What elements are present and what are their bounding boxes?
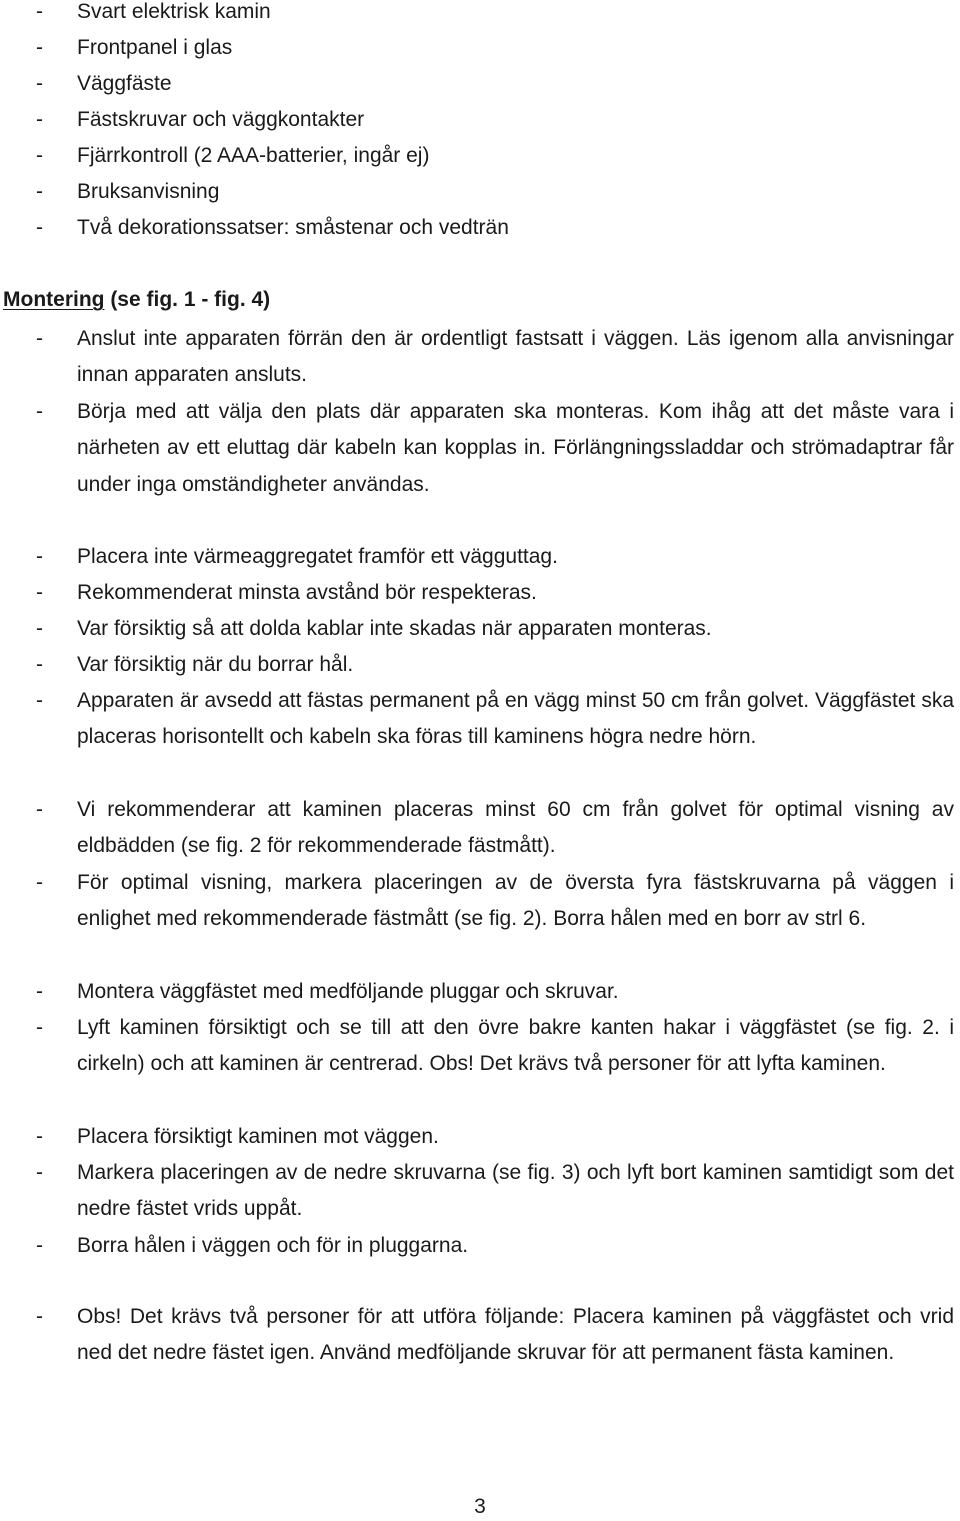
list-item-text: Väggfäste <box>77 72 172 95</box>
list-dash: - <box>36 144 43 167</box>
list-item <box>0 683 954 756</box>
list-item <box>0 138 954 174</box>
step-text: Obs! Det krävs två personer för att utföra följande: Placera kaminen på väggfästet och vrid ned det nedre fästet igen. Använd medföljande skruvar för att permanent fästa kaminen. <box>77 1305 954 1365</box>
list-item <box>0 792 954 865</box>
list-dash: - <box>36 1161 43 1184</box>
list-item <box>0 611 954 647</box>
list-dash: - <box>36 400 43 423</box>
list-item-text: Två dekorationssatser: småstenar och vedträn <box>77 216 509 239</box>
list-item-text: Bruksanvisning <box>77 180 220 203</box>
list-dash: - <box>36 545 43 568</box>
step-text: För optimal visning, markera placeringen av de översta fyra fästskruvarna på väggen i enlighet med rekommenderade fästmått (se fig. 2). Borra hålen med en borr av strl 6. <box>77 871 954 931</box>
list-item <box>0 1155 954 1228</box>
section-heading <box>3 282 270 318</box>
list-dash: - <box>36 108 43 131</box>
list-item-text: Svart elektrisk kamin <box>77 0 271 23</box>
section-heading-rest: (se fig. 1 - fig. 4) <box>104 288 271 311</box>
list-dash: - <box>36 180 43 203</box>
list-item <box>0 30 954 66</box>
list-item <box>0 974 954 1010</box>
list-item-text: Frontpanel i glas <box>77 36 233 59</box>
list-dash: - <box>36 1016 43 1039</box>
page-number: 3 <box>474 1495 486 1518</box>
step-text: Markera placeringen av de nedre skruvarna (se fig. 3) och lyft bort kaminen samtidigt som det nedre fästet vrids uppåt. <box>77 1161 954 1221</box>
list-item <box>0 321 954 394</box>
list-item-text: Fjärrkontroll (2 AAA-batterier, ingår ej) <box>77 144 430 167</box>
list-item <box>0 210 954 246</box>
list-dash: - <box>36 581 43 604</box>
list-dash: - <box>36 1305 43 1328</box>
list-item <box>0 865 954 938</box>
list-item <box>0 1119 954 1155</box>
list-dash: - <box>36 871 43 894</box>
list-dash: - <box>36 216 43 239</box>
list-dash: - <box>36 0 43 23</box>
list-item <box>0 539 954 575</box>
list-dash: - <box>36 1125 43 1148</box>
step-text: Börja med att välja den plats där apparaten ska monteras. Kom ihåg att det måste vara i närheten av ett eluttag där kabeln kan kopplas in. Förlängningssladdar och strömadaptrar får under inga omständigheter användas. <box>77 400 954 496</box>
list-dash: - <box>36 36 43 59</box>
list-dash: - <box>36 980 43 1003</box>
list-item <box>0 394 954 503</box>
list-item <box>0 174 954 210</box>
list-dash: - <box>36 653 43 676</box>
step-text: Apparaten är avsedd att fästas permanent på en vägg minst 50 cm från golvet. Väggfästet ska placeras horisontellt och kabeln ska föras till kaminens högra nedre hörn. <box>77 689 954 749</box>
step-text: Var försiktig så att dolda kablar inte skadas när apparaten monteras. <box>77 617 712 640</box>
list-dash: - <box>36 798 43 821</box>
list-item <box>0 0 954 30</box>
list-dash: - <box>36 327 43 350</box>
list-dash: - <box>36 1234 43 1257</box>
list-item <box>0 1228 954 1264</box>
list-dash: - <box>36 689 43 712</box>
step-text: Montera väggfästet med medföljande pluggar och skruvar. <box>77 980 619 1003</box>
list-item <box>0 102 954 138</box>
list-item <box>0 1010 954 1083</box>
list-item <box>0 647 954 683</box>
list-item <box>0 1299 954 1372</box>
step-text: Lyft kaminen försiktigt och se till att den övre bakre kanten hakar i väggfästet (se fig. 2. i cirkeln) och att kaminen är centrerad. Obs! Det krävs två personer för att lyfta kaminen. <box>77 1016 954 1076</box>
section-heading-underlined: Montering <box>3 288 105 311</box>
step-text: Rekommenderat minsta avstånd bör respekteras. <box>77 581 537 604</box>
list-item-text: Fästskruvar och väggkontakter <box>77 108 365 131</box>
step-text: Anslut inte apparaten förrän den är ordentligt fastsatt i väggen. Läs igenom alla anvisningar innan apparaten ansluts. <box>77 327 954 387</box>
step-text: Vi rekommenderar att kaminen placeras minst 60 cm från golvet för optimal visning av eldbädden (se fig. 2 för rekommenderade fästmått). <box>77 798 954 858</box>
list-item <box>0 66 954 102</box>
list-dash: - <box>36 72 43 95</box>
list-item <box>0 575 954 611</box>
step-text: Var försiktig när du borrar hål. <box>77 653 354 676</box>
step-text: Borra hålen i väggen och för in pluggarna. <box>77 1234 469 1257</box>
list-dash: - <box>36 617 43 640</box>
step-text: Placera försiktigt kaminen mot väggen. <box>77 1125 439 1148</box>
step-text: Placera inte värmeaggregatet framför ett vägguttag. <box>77 545 558 568</box>
